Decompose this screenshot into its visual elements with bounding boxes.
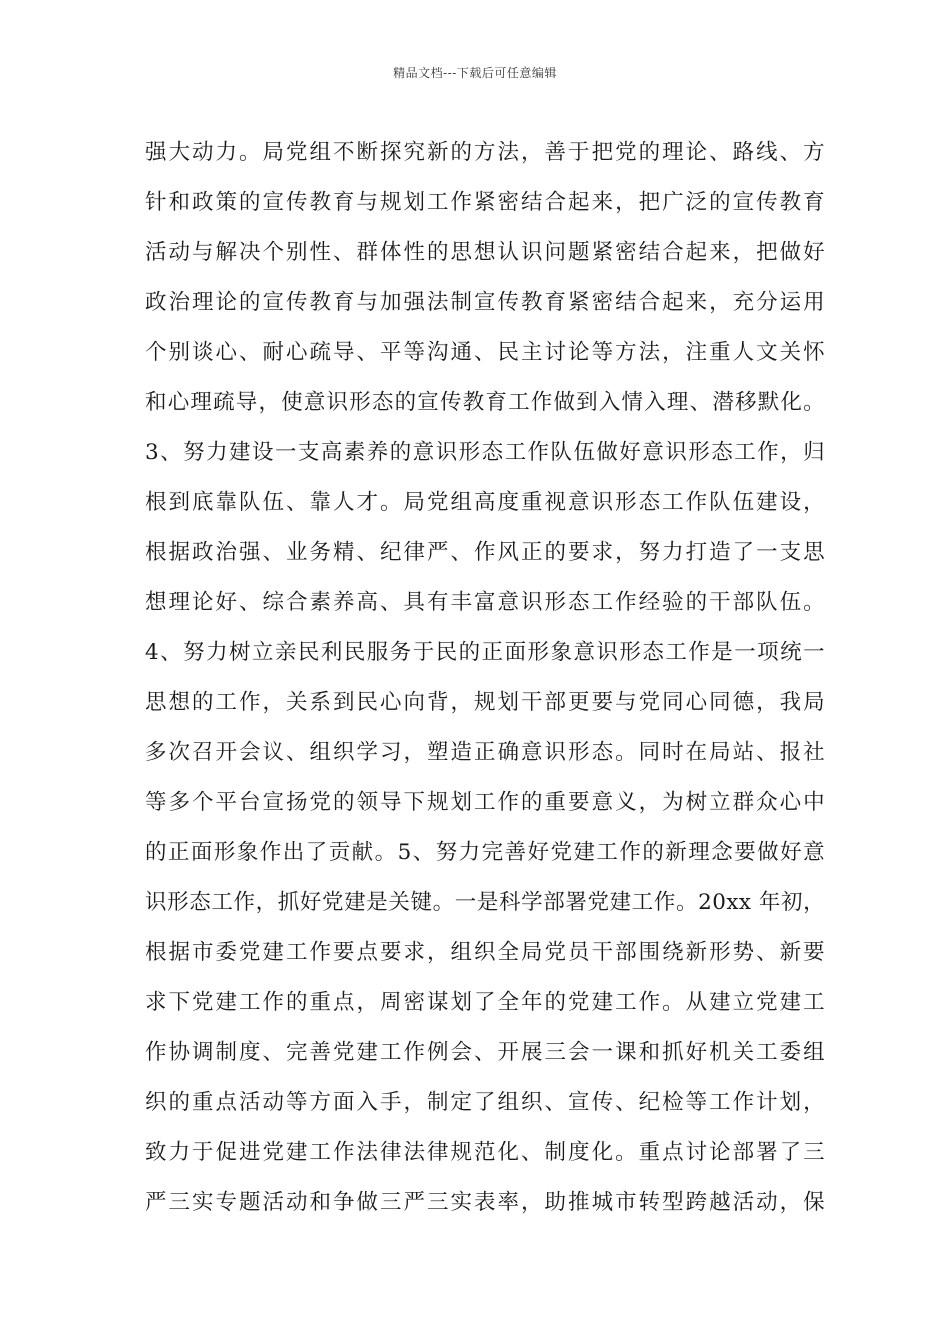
text-line: 个别谈心、耐心疏导、平等沟通、民主讨论等方法，注重人文关怀 bbox=[145, 340, 825, 365]
text-line: 等多个平台宣扬党的领导下规划工作的重要意义，为树立群众心中 bbox=[145, 790, 825, 815]
text-line: 作协调制度、完善党建工作例会、开展三会一课和抓好机关工委组 bbox=[145, 1040, 825, 1065]
text-line: 根据市委党建工作要点要求，组织全局党员干部围绕新形势、新要 bbox=[145, 940, 825, 965]
text-line: 求下党建工作的重点，周密谋划了全年的党建工作。从建立党建工 bbox=[145, 990, 825, 1015]
text-line: 思想的工作，关系到民心向背，规划干部更要与党同心同德，我局 bbox=[145, 690, 825, 715]
text-line: 的正面形象作出了贡献。5、努力完善好党建工作的新理念要做好意 bbox=[145, 840, 825, 865]
text-line: 3、努力建设一支高素养的意识形态工作队伍做好意识形态工作，归 bbox=[145, 440, 825, 465]
text-line: 致力于促进党建工作法律法律规范化、制度化。重点讨论部署了三 bbox=[145, 1140, 825, 1165]
text-line: 4、努力树立亲民利民服务于民的正面形象意识形态工作是一项统一 bbox=[145, 640, 825, 665]
text-line: 针和政策的宣传教育与规划工作紧密结合起来，把广泛的宣传教育 bbox=[145, 190, 825, 215]
text-line: 和心理疏导，使意识形态的宣传教育工作做到入情入理、潜移默化。 bbox=[145, 390, 825, 415]
page-header: 精品文档---下载后可任意编辑 bbox=[393, 66, 557, 80]
text-line: 识形态工作，抓好党建是关键。一是科学部署党建工作。20xx 年初， bbox=[145, 890, 825, 915]
text-line: 政治理论的宣传教育与加强法制宣传教育紧密结合起来，充分运用 bbox=[145, 290, 825, 315]
text-line: 强大动力。局党组不断探究新的方法，善于把党的理论、路线、方 bbox=[145, 140, 825, 165]
text-line: 严三实专题活动和争做三严三实表率，助推城市转型跨越活动，保 bbox=[145, 1190, 825, 1215]
text-line: 想理论好、综合素养高、具有丰富意识形态工作经验的干部队伍。 bbox=[145, 590, 825, 615]
text-line: 根到底靠队伍、靠人才。局党组高度重视意识形态工作队伍建设， bbox=[145, 490, 825, 515]
text-line: 织的重点活动等方面入手，制定了组织、宣传、纪检等工作计划， bbox=[145, 1090, 825, 1115]
text-line: 多次召开会议、组织学习，塑造正确意识形态。同时在局站、报社 bbox=[145, 740, 825, 765]
document-body bbox=[145, 128, 825, 1228]
text-line: 活动与解决个别性、群体性的思想认识问题紧密结合起来，把做好 bbox=[145, 240, 825, 265]
text-line: 根据政治强、业务精、纪律严、作风正的要求，努力打造了一支思 bbox=[145, 540, 825, 565]
